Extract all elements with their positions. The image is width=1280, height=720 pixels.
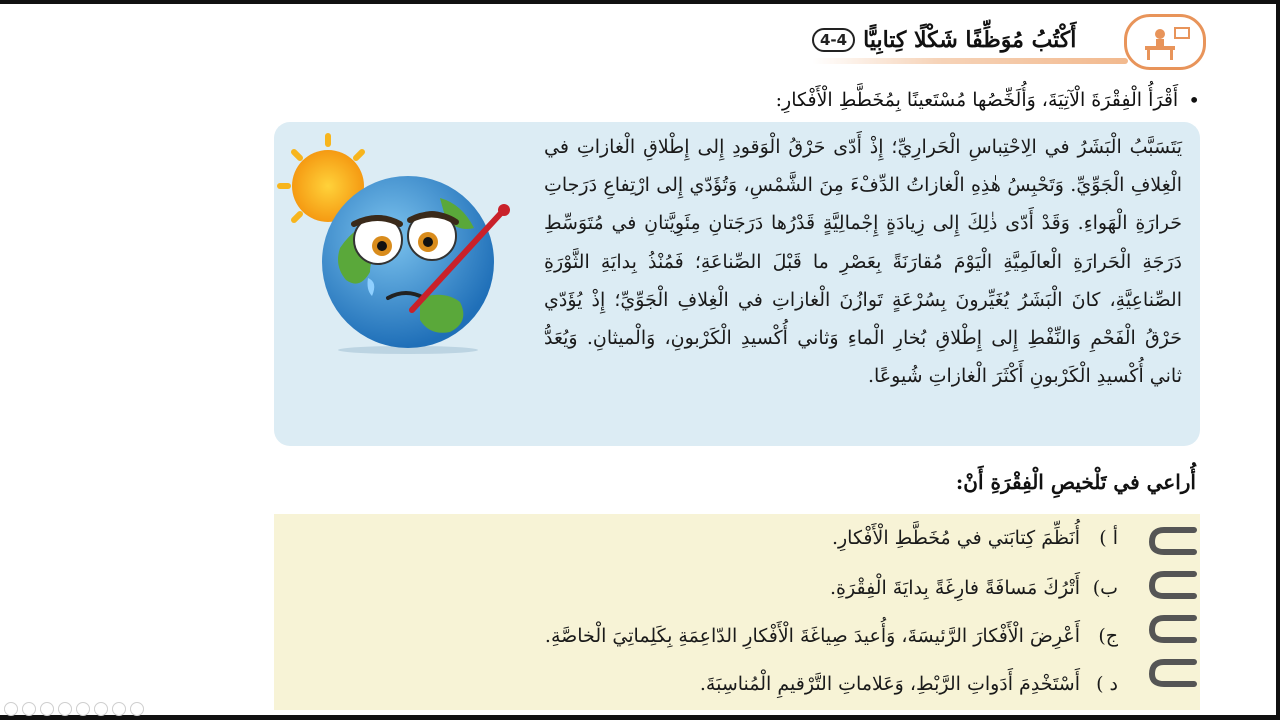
paragraph: [290, 128, 1182, 440]
control-dot[interactable]: [112, 702, 126, 716]
step-letter: ب): [1092, 577, 1118, 599]
step-letter: د ): [1096, 673, 1118, 695]
step-text: أَتْرُكَ مَسافَةً فارِغَةً بِدايَةَ الْفِقْرَةِ.: [829, 577, 1080, 599]
lesson-logo: [1124, 14, 1206, 70]
step-text: أَسْتَخْدِمَ أَدَواتِ الرَّبْطِ، وَعَلاماتِ التَّرْقيمِ الْمُناسِبَةَ.: [699, 673, 1080, 695]
instruction: [560, 84, 1200, 116]
step-letter: ج): [1098, 625, 1118, 647]
right-border: [1276, 0, 1280, 720]
control-dot[interactable]: [58, 702, 72, 716]
step-text: أَعْرِضَ الْأَفْكارَ الرَّئيسَةَ، وَأُعيدَ صِياغَةَ الْأَفْكارِ الدّاعِمَةِ بِكَلِماتِيَ الْخاصَّةِ.: [544, 625, 1080, 647]
sad-earth-thermometer-sun-icon: [270, 128, 532, 354]
section-header: [812, 20, 1132, 60]
step-a: [300, 521, 1118, 555]
step-text: أُنَظِّمَ كِتابَتي في مُخَطَّطِ الْأَفْكارِ.: [831, 527, 1080, 549]
step-d: [300, 667, 1118, 701]
section-title: أَكْتُبُ مُوَظِّفًا شَكْلًا كِتابِيًّا: [863, 27, 1077, 53]
paragraph-text: يَتَسَبَّبُ الْبَشَرُ في الِاحْتِباسِ الْحَرارِيِّ؛ إِذْ أَدّى حَرْقُ الْوَقودِ إِلى إِطْلاقِ الْغازاتِ في الْغِلافِ الْجَوِّيِّ. وَتَحْبِسُ هٰذِهِ الْغازاتُ الدِّفْءَ مِنَ الشَّمْسِ، وَتُؤَدّي إِلى ارْتِفاعِ دَرَجاتِ حَرارَةِ الْهَواءِ. وَقَدْ أَدّى ذٰلِكَ إِلى زِيادَةٍ إِجْمالِيَّةٍ قَدْرُها دَرَجَتانِ مِئَوِيَّتانِ في مُتَوَسِّطِ دَرَجَةِ الْحَرارَةِ الْعالَمِيَّةِ الْيَوْمَ مُقارَنَةً بِعَصْرِ ما قَبْلَ الصِّناعَةِ؛ فَمُنْذُ بِدايَةِ الثَّوْرَةِ الصِّناعِيَّةِ، كانَ الْبَشَرُ يُغَيِّرونَ بِسُرْعَةٍ تَوازُنَ الْغازاتِ في الْغِلافِ الْجَوِّيِّ؛ إِذْ يُؤَدّي حَرْقُ الْفَحْمِ وَالنِّفْطِ إِلى إِطْلاقِ بُخارِ الْماءِ وَثاني أُكْسيدِ الْكَرْبونِ، وَالْميثانِ. وَيُعَدُّ ثاني أُكْسيدِ الْكَرْبونِ أَكْثَرَ الْغازاتِ شُيوعًا.: [544, 136, 1182, 388]
title-underline: [812, 58, 1128, 64]
step-b: [300, 571, 1118, 605]
top-border: [0, 0, 1280, 4]
summary-note: أُراعي في تَلْخيصِ الْفِقْرَةِ أَنْ:: [955, 470, 1196, 494]
control-dot[interactable]: [4, 702, 18, 716]
control-dot[interactable]: [130, 702, 144, 716]
control-dot[interactable]: [94, 702, 108, 716]
instruction-bullet: •: [1188, 88, 1200, 112]
control-dot[interactable]: [40, 702, 54, 716]
lesson-number-badge: 4-4: [812, 28, 855, 52]
step-c: [300, 619, 1118, 653]
notebook-rings: [1142, 518, 1200, 714]
control-dot[interactable]: [76, 702, 90, 716]
teacher-at-desk-icon: [1137, 22, 1193, 62]
player-controls-watermark: [4, 702, 144, 716]
instruction-text: أَقْرَأُ الْفِقْرَةَ الْآتِيَةَ، وَأُلَخِّصُها مُسْتَعينًا بِمُخَطَّطِ الْأَفْكارِ:: [775, 89, 1179, 111]
control-dot[interactable]: [22, 702, 36, 716]
step-letter: أ ): [1099, 527, 1118, 549]
bottom-border: [0, 715, 1280, 720]
